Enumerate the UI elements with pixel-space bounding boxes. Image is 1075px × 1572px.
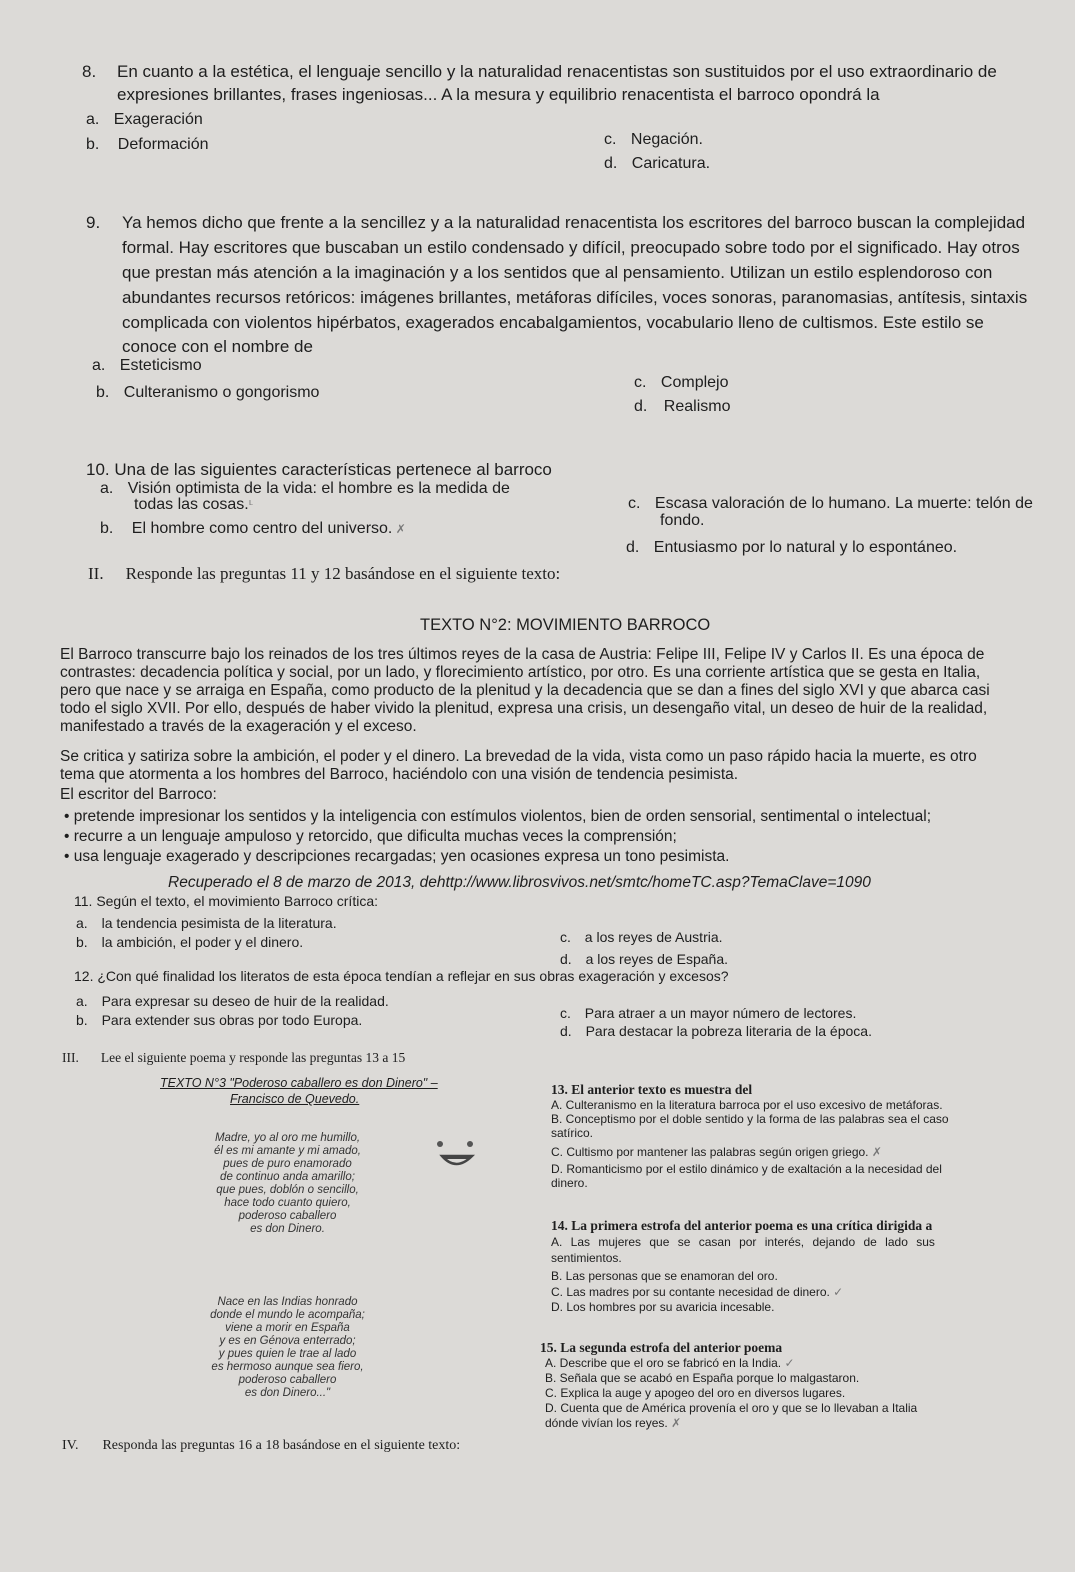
- q12-option-c: c. Para atraer a un mayor número de lectores.: [560, 1005, 857, 1021]
- q9-text-line-5: complicada con violentos hipérbatos, exagerados encabalgamientos, vocabulario lleno de cultismos. Este estilo se: [122, 313, 984, 332]
- q8-option-a: a. Exageración: [86, 111, 203, 128]
- q8-option-d: d. Caricatura.: [604, 155, 711, 172]
- q13-option-d-cont: dinero.: [551, 1176, 588, 1190]
- q8-option-c: c. Negación.: [604, 131, 703, 148]
- q15-option-b: B. Señala que se acabó en España porque lo malgastaron.: [545, 1371, 860, 1385]
- poem-line: es hermoso aunque sea fiero,: [211, 1361, 364, 1373]
- texto-2-line-4: todo el siglo XVII. Por ello, después de haber vivido la plenitud, expresa una crisis, un desengaño vital, un deseo de huir de la realidad,: [60, 700, 988, 717]
- poem-author: Francisco de Quevedo.: [230, 1092, 360, 1106]
- texto-2-title: TEXTO N°2: MOVIMIENTO BARROCO: [420, 616, 711, 634]
- poem-line: él es mi amante y mi amado,: [213, 1145, 361, 1157]
- q14-option-a: A. Las mujeres que se casan por interés, dejando de lado sus: [551, 1235, 935, 1249]
- texto-2-line-6: Se critica y satiriza sobre la ambición, el poder y el dinero. La brevedad de la vida, vista como un paso rápido hacia la muerte, es otro: [60, 748, 977, 765]
- poem-line: y pues quien le trae al lado: [218, 1348, 357, 1360]
- poem-line: poderoso caballero: [238, 1210, 337, 1222]
- texto-2-bullet-1: • pretende impresionar los sentidos y la inteligencia con estímulos violentos, bien de orden sensorial, sentimental o intelectual;: [64, 808, 932, 825]
- q9-option-d: d. Realismo: [634, 398, 731, 415]
- q11-option-b: b. la ambición, el poder y el dinero.: [76, 934, 304, 950]
- texto-2-line-3: pero que nace y se arraiga en España, como producto de la plenitud y la decadencia que se dan a fines del siglo XVI y que abarca casi: [60, 682, 990, 699]
- q8-text-line-1: En cuanto a la estética, el lenguaje sencillo y la naturalidad renacentistas son sustituidos por el uso extraordinario de: [117, 62, 997, 81]
- q10-option-c: c. Escasa valoración de lo humano. La muerte: telón de: [628, 495, 1033, 512]
- q11-stem: 11. Según el texto, el movimiento Barroco crítica:: [74, 893, 378, 909]
- texto-2-bullet-3: • usa lenguaje exagerado y descripciones recargadas; yen ocasiones expresa un tono pesimista.: [64, 848, 730, 865]
- texto-2-bullet-2: • recurre a un lenguaje ampuloso y retorcido, que dificulta muchas veces la comprensión;: [64, 828, 677, 845]
- q15-title: 15. La segunda estrofa del anterior poema: [540, 1340, 783, 1355]
- poem-line: Madre, yo al oro me humillo,: [214, 1132, 361, 1144]
- q13-option-c: C. Cultismo por mantener las palabras según origen griego. ✗: [551, 1145, 882, 1159]
- q12-option-a: a. Para expresar su deseo de huir de la realidad.: [76, 993, 389, 1009]
- q11-option-c: c. a los reyes de Austria.: [560, 929, 723, 945]
- q14-option-b: B. Las personas que se enamoran del oro.: [551, 1269, 778, 1283]
- q9-option-b: b. Culteranismo o gongorismo: [96, 384, 320, 401]
- q14-title: 14. La primera estrofa del anterior poema es una crítica dirigida a: [551, 1218, 933, 1233]
- q9-number: 9.: [86, 213, 101, 232]
- q9-text-line-4: abundantes recursos retóricos: imágenes brillantes, metáforas difíciles, voces sonoras, paranomasias, antítesis, sintaxis: [122, 288, 1028, 307]
- q10-stem: 10. Una de las siguientes características pertenece al barroco: [86, 460, 552, 479]
- texto-2-line-7: tema que atormenta a los hombres del Barroco, haciéndolo con una visión de tendencia pesimista.: [60, 766, 739, 783]
- q9-text-line-3: que prestan más atención a la imaginación y a los sentidos que al pensamiento. Utilizan un estilo esplendoroso con: [122, 263, 993, 282]
- texto-2-source: Recuperado el 8 de marzo de 2013, dehttp://www.librosvivos.net/smtc/homeTC.asp?TemaClave=1090: [168, 874, 871, 891]
- poem-title: TEXTO N°3 "Poderoso caballero es don Dinero" –: [160, 1076, 438, 1090]
- q13-option-b: B. Conceptismo por el doble sentido y la forma de las palabras sea el caso: [551, 1112, 949, 1126]
- section-4-heading: IV. Responda las preguntas 16 a 18 basándose en el siguiente texto:: [62, 1438, 461, 1453]
- q13-option-d: D. Romanticismo por el estilo dinámico y de exaltación a la necesidad del: [551, 1162, 942, 1176]
- poem-line: poderoso caballero: [238, 1374, 337, 1386]
- section-3-heading: III. Lee el siguiente poema y responde las preguntas 13 a 15: [62, 1050, 406, 1065]
- poem-line: donde el mundo le acompaña;: [210, 1309, 365, 1321]
- q9-option-a: a. Esteticismo: [92, 357, 202, 374]
- q15-option-d-cont: dónde vivían los reyes. ✗: [545, 1416, 682, 1430]
- poem-stanza-1: [180, 1132, 395, 1236]
- q11-option-a: a. la tendencia pesimista de la literatura.: [76, 915, 337, 931]
- q8-text-line-2: expresiones brillantes, frases ingeniosas... A la mesura y equilibrio renacentista el barroco opondrá la: [117, 85, 880, 104]
- poem-line: que pues, doblón o sencillo,: [216, 1184, 359, 1196]
- q12-stem: 12. ¿Con qué finalidad los literatos de esta época tendían a reflejar en sus obras exageración y excesos?: [74, 968, 729, 984]
- q14-option-d: D. Los hombres por su avaricia incesable.: [551, 1300, 775, 1314]
- q9-text-line-6: conoce con el nombre de: [122, 337, 313, 356]
- q12-option-d: d. Para destacar la pobreza literaria de la época.: [560, 1023, 872, 1039]
- texto-2-line-5: manifestado a través de la exageración y el exceso.: [60, 718, 417, 735]
- q8-option-b: b. Deformación: [86, 136, 209, 153]
- poem-line: pues de puro enamorado: [223, 1158, 352, 1170]
- q13-option-b-cont: satírico.: [551, 1126, 594, 1140]
- face-drawing-icon: [426, 1126, 500, 1176]
- q10-option-a: a. Visión optimista de la vida: el hombre es la medida de: [100, 480, 510, 497]
- q12-option-b: b. Para extender sus obras por todo Europa.: [76, 1012, 363, 1028]
- q10-option-b: b. El hombre como centro del universo. ✗: [100, 520, 406, 537]
- poem-line: viene a morir en España: [225, 1322, 350, 1334]
- poem-line: es don Dinero.: [250, 1223, 325, 1235]
- poem-line: y es en Génova enterrado;: [219, 1335, 356, 1347]
- q9-text-line-2: formal. Hay escritores que buscaban un estilo condensado y difícil, preocupado sobre todo por el significado. Hay otros: [122, 238, 1020, 257]
- poem-line: hace todo cuanto quiero,: [224, 1197, 351, 1209]
- poem-line: Nace en las Indias honrado: [217, 1296, 358, 1308]
- poem-stanza-2: [180, 1296, 395, 1400]
- texto-2-line-1: El Barroco transcurre bajo los reinados de los tres últimos reyes de la casa de Austria: Felipe III, Felipe IV y Carlos II. Es una época de: [60, 646, 985, 663]
- q13-option-a: A. Culteranismo en la literatura barroca por el uso excesivo de metáforas.: [551, 1098, 943, 1112]
- q14-option-c: C. Las madres por su contante necesidad de dinero. ✓: [551, 1285, 844, 1299]
- q11-option-d: d. a los reyes de España.: [560, 951, 728, 967]
- q13-title: 13. El anterior texto es muestra del: [551, 1082, 753, 1097]
- section-2-heading: II. Responde las preguntas 11 y 12 basándose en el siguiente texto:: [88, 564, 561, 583]
- texto-2-line-2: contrastes: decadencia política y social, por un lado, y florecimiento artístico, por otro. Es una corriente artística que se gesta en Italia,: [60, 664, 981, 681]
- q14-option-a-cont: sentimientos.: [551, 1251, 622, 1265]
- q15-option-a: A. Describe que el oro se fabricó en la India. ✓: [545, 1356, 795, 1370]
- q10-option-d: d. Entusiasmo por lo natural y lo espontáneo.: [626, 539, 958, 556]
- poem-line: de continuo anda amarillo;: [220, 1171, 355, 1183]
- texto-2-line-8: El escritor del Barroco:: [60, 786, 217, 803]
- q10-option-a-cont: todas las cosas.ᒻ: [134, 496, 254, 513]
- poem-line: es don Dinero...": [244, 1387, 331, 1399]
- q15-option-c: C. Explica la auge y apogeo del oro en diversos lugares.: [545, 1386, 846, 1400]
- q9-text-line-1: Ya hemos dicho que frente a la sencillez y a la naturalidad renacentista los escritores del barroco buscan la complejidad: [122, 213, 1026, 232]
- q8-number: 8.: [82, 62, 97, 81]
- q9-option-c: c. Complejo: [634, 374, 729, 391]
- q10-option-c-cont: fondo.: [660, 512, 705, 529]
- q15-option-d: D. Cuenta que de América provenía el oro y que se lo llevaban a Italia: [545, 1401, 918, 1415]
